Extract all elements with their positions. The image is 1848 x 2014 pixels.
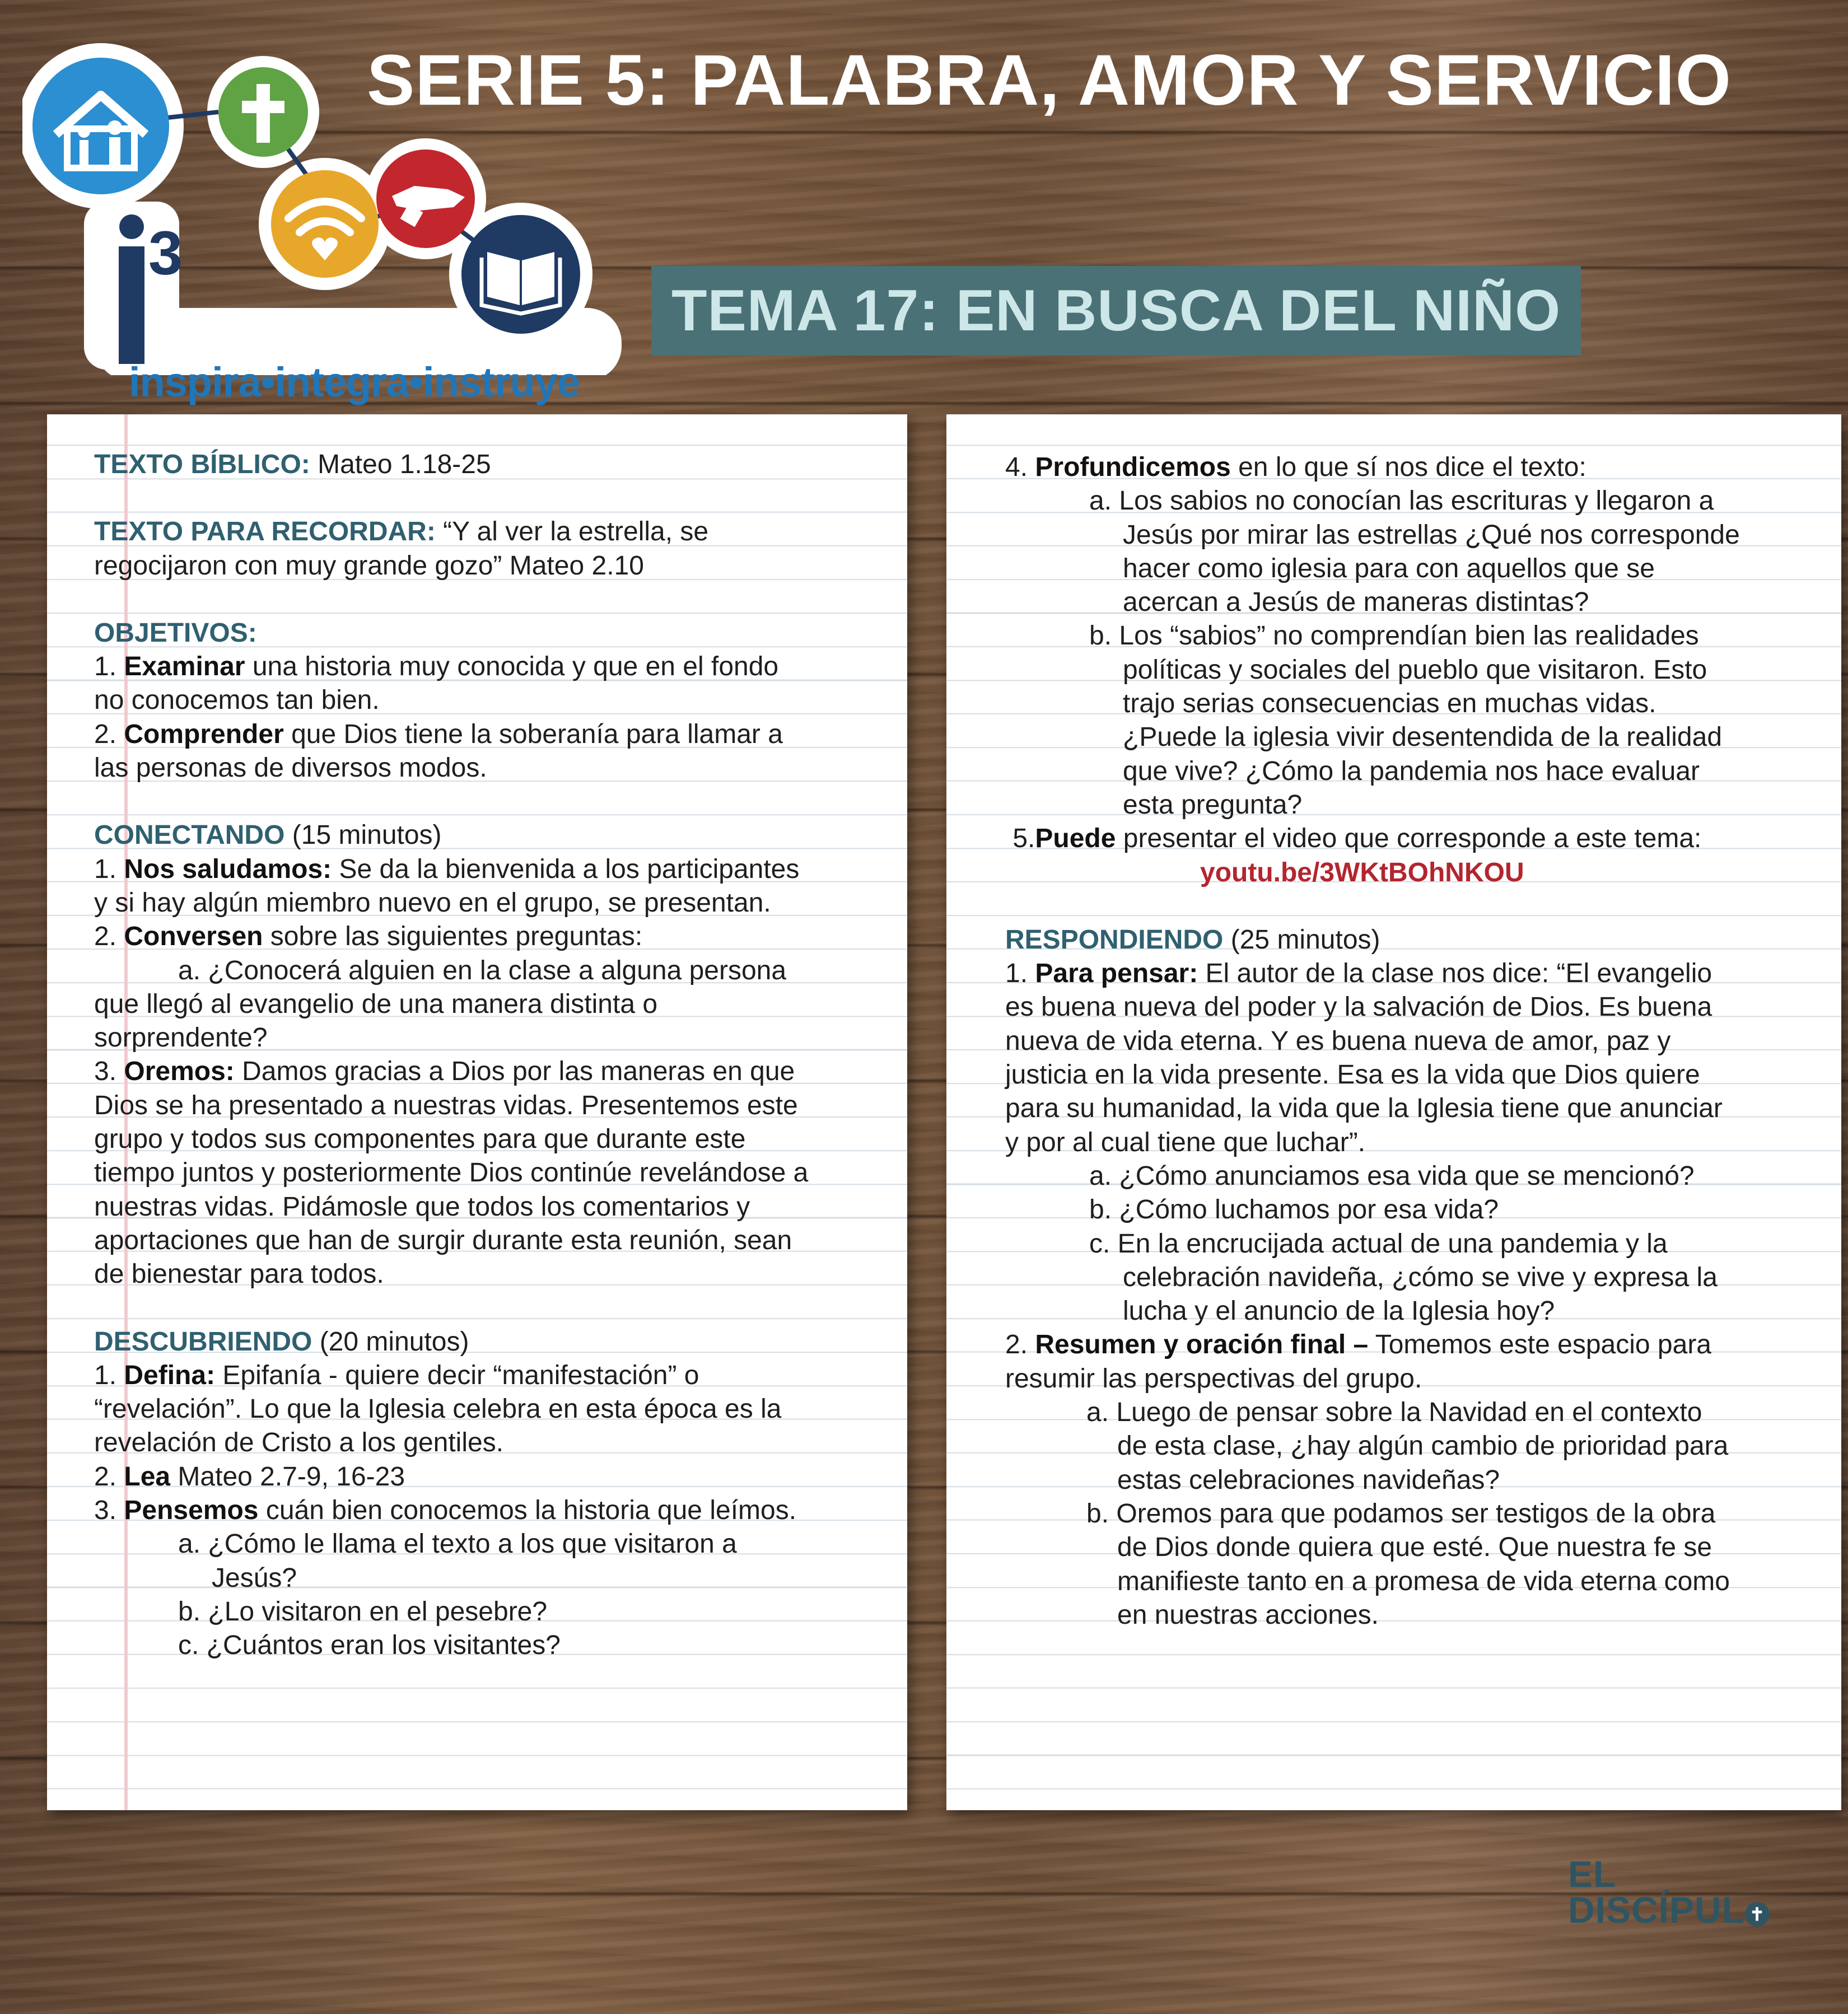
conectando-item-2: 2. Conversen sobre las siguientes preguntas: <box>94 922 643 952</box>
resumen-question-b-cont: en nuestras acciones. <box>1117 1600 1379 1630</box>
conectando-item-3-cont: nuestras vidas. Pidámosle que todos los comentarios y <box>94 1191 750 1222</box>
profundicemos-question-b-cont: ¿Puede la iglesia vivir desentendida de la realidad <box>1123 722 1723 753</box>
respondiendo-question-a: a. ¿Cómo anunciamos esa vida que se mencionó? <box>1089 1161 1695 1191</box>
respondiendo-question-c-cont: lucha y el anuncio de la Iglesia hoy? <box>1123 1296 1555 1326</box>
texto-biblico: TEXTO BÍBLICO: Mateo 1.18-25 <box>94 450 491 479</box>
video-item: 5.Puede presentar el video que corresponde a este tema: <box>1012 824 1702 854</box>
logo-tagline: inspira•integra•instruye <box>129 359 580 405</box>
brand-line-2: DISCÍPUL ✝ <box>1568 1892 1770 1928</box>
conectando-item-3-cont: Dios se ha presentado a nuestras vidas. Presentemos este <box>94 1090 798 1120</box>
cross-icon: ✝ <box>1745 1902 1770 1927</box>
objetivo-1: 1. Examinar una historia muy conocida y que en el fondo <box>94 652 779 682</box>
puerto-rico-map-icon <box>376 149 475 248</box>
profundicemos-question-b-cont: trajo serias consecuencias en muchas vidas. <box>1123 689 1656 719</box>
respondiendo-item-1-cont: justicia en la vida presente. Esa es la vida que Dios quiere <box>1005 1060 1700 1090</box>
resumen-question-b-cont: manifieste tanto en a promesa de vida eterna como <box>1117 1566 1730 1596</box>
profundicemos-question-b: b. Los “sabios” no comprendían bien las realidades <box>1089 621 1699 651</box>
wifi-heart-icon <box>271 170 379 278</box>
texto-para-recordar: TEXTO PARA RECORDAR: “Y al ver la estrella, se <box>94 517 709 547</box>
descubriendo-heading: DESCUBRIENDO (20 minutos) <box>94 1326 469 1357</box>
profundicemos-question-a-cont: acercan a Jesús de maneras distintas? <box>1123 587 1589 618</box>
descubriendo-item-1-cont: “revelación”. Lo que la Iglesia celebra en esta época es la <box>94 1394 782 1424</box>
left-column <box>94 448 808 1663</box>
tema-title: TEMA 17: EN BUSCA DEL NIÑO <box>671 278 1561 343</box>
conectando-question-a-cont: sorprendente? <box>94 1023 268 1053</box>
profundicemos-item: 4. Profundicemos en lo que sí nos dice el texto: <box>1005 452 1586 482</box>
respondiendo-question-c-cont: celebración navideña, ¿cómo se vive y expresa la <box>1123 1262 1718 1292</box>
respondiendo-question-c: c. En la encrucijada actual de una pandemia y la <box>1089 1228 1668 1259</box>
descubriendo-question-b: b. ¿Lo visitaron en el pesebre? <box>178 1596 548 1627</box>
svg-text:3: 3 <box>148 219 183 288</box>
conectando-item-1: 1. Nos saludamos: Se da la bienvenida a los participantes <box>94 854 800 884</box>
respondiendo-item-1-cont: nueva de vida eterna. Y es buena nueva de amor, paz y <box>1005 1026 1671 1056</box>
el-discipulo-logo <box>1568 1853 1770 1931</box>
resumen-question-b: b. Oremos para que podamos ser testigos de la obra <box>1086 1498 1716 1529</box>
resumen-question-a-cont: de esta clase, ¿hay algún cambio de prioridad para <box>1117 1431 1729 1461</box>
profundicemos-question-b-cont: esta pregunta? <box>1123 789 1303 820</box>
conectando-question-a-cont: que llegó al evangelio de una manera distinta o <box>94 989 658 1019</box>
conectando-item-3-cont: grupo y todos sus componentes para que durante este <box>94 1124 746 1155</box>
objetivo-1-cont: no conocemos tan bien. <box>94 685 380 716</box>
conectando-item-1-cont: y si hay algún miembro nuevo en el grupo, se presentan. <box>94 887 771 918</box>
tema-title-band <box>651 266 1581 356</box>
conectando-question-a: a. ¿Conocerá alguien en la clase a alguna persona <box>178 955 787 985</box>
resumen-question-b-cont: de Dios donde quiera que esté. Que nuestra fe se <box>1117 1532 1712 1563</box>
resumen-question-a-cont: estas celebraciones navideñas? <box>1117 1465 1500 1495</box>
respondiendo-item-1-cont: es buena nueva del poder y la salvación de Dios. Es buena <box>1005 992 1712 1022</box>
descubriendo-question-c: c. ¿Cuántos eran los visitantes? <box>178 1630 561 1661</box>
profundicemos-question-a-cont: hacer como iglesia para con aquellos que se <box>1123 553 1655 583</box>
objetivo-2: 2. Comprender que Dios tiene la soberanía para llamar a <box>94 719 783 749</box>
open-book-icon <box>461 215 580 334</box>
conectando-item-3-cont: de bienestar para todos. <box>94 1259 384 1289</box>
cross-icon <box>218 67 308 157</box>
respondiendo-item-1-cont: y por al cual tiene que luchar”. <box>1005 1127 1366 1157</box>
right-column <box>1005 451 1740 1632</box>
descubriendo-item-2: 2. Lea Mateo 2.7-9, 16-23 <box>94 1461 405 1492</box>
descubriendo-question-a: a. ¿Cómo le llama el texto a los que visitaron a <box>178 1529 737 1559</box>
descubriendo-item-3: 3. Pensemos cuán bien conocemos la historia que leímos. <box>94 1496 797 1526</box>
profundicemos-question-a-cont: Jesús por mirar las estrellas ¿Qué nos corresponde <box>1123 520 1740 550</box>
video-link[interactable]: youtu.be/3WKtBOhNKOU <box>1200 857 1524 887</box>
recordar-line: regocijaron con muy grande gozo” Mateo 2.10 <box>94 550 644 581</box>
conectando-item-3-cont: tiempo juntos y posteriormente Dios continúe revelándose a <box>94 1158 809 1188</box>
conectando-heading: CONECTANDO (15 minutos) <box>94 820 442 851</box>
respondiendo-item-1-cont: para su humanidad, la vida que la Iglesia tiene que anunciar <box>1005 1094 1723 1124</box>
respondiendo-heading: RESPONDIENDO (25 minutos) <box>1005 924 1380 955</box>
profundicemos-question-a: a. Los sabios no conocían las escrituras y llegaron a <box>1089 486 1714 516</box>
descubriendo-item-1-cont: revelación de Cristo a los gentiles. <box>94 1428 504 1458</box>
objetivos-heading: OBJETIVOS: <box>94 618 257 648</box>
respondiendo-item-2: 2. Resumen y oración final – Tomemos este espacio para <box>1005 1330 1711 1360</box>
respondiendo-item-1: 1. Para pensar: El autor de la clase nos dice: “El evangelio <box>1005 959 1712 989</box>
descubriendo-item-1: 1. Defina: Epifanía - quiere decir “manifestación” o <box>94 1360 699 1390</box>
brand-line-1: EL <box>1568 1853 1617 1895</box>
conectando-item-3: 3. Oremos: Damos gracias a Dios por las maneras en que <box>94 1057 795 1087</box>
conectando-item-3-cont: aportaciones que han de surgir durante esta reunión, sean <box>94 1225 792 1255</box>
family-icon <box>32 58 169 194</box>
descubriendo-question-a-cont: Jesús? <box>212 1563 297 1593</box>
series-title: SERIE 5: PALABRA, AMOR Y SERVICIO <box>367 40 1732 120</box>
objetivo-2-cont: las personas de diversos modos. <box>94 753 487 783</box>
profundicemos-question-b-cont: que vive? ¿Cómo la pandemia nos hace evaluar <box>1123 756 1700 786</box>
respondiendo-item-2-cont: resumir las perspectivas del grupo. <box>1005 1363 1422 1394</box>
profundicemos-question-b-cont: políticas y sociales del pueblo que visitaron. Esto <box>1123 655 1707 685</box>
resumen-question-a: a. Luego de pensar sobre la Navidad en el contexto <box>1086 1398 1702 1428</box>
respondiendo-question-b: b. ¿Cómo luchamos por esa vida? <box>1089 1195 1499 1225</box>
